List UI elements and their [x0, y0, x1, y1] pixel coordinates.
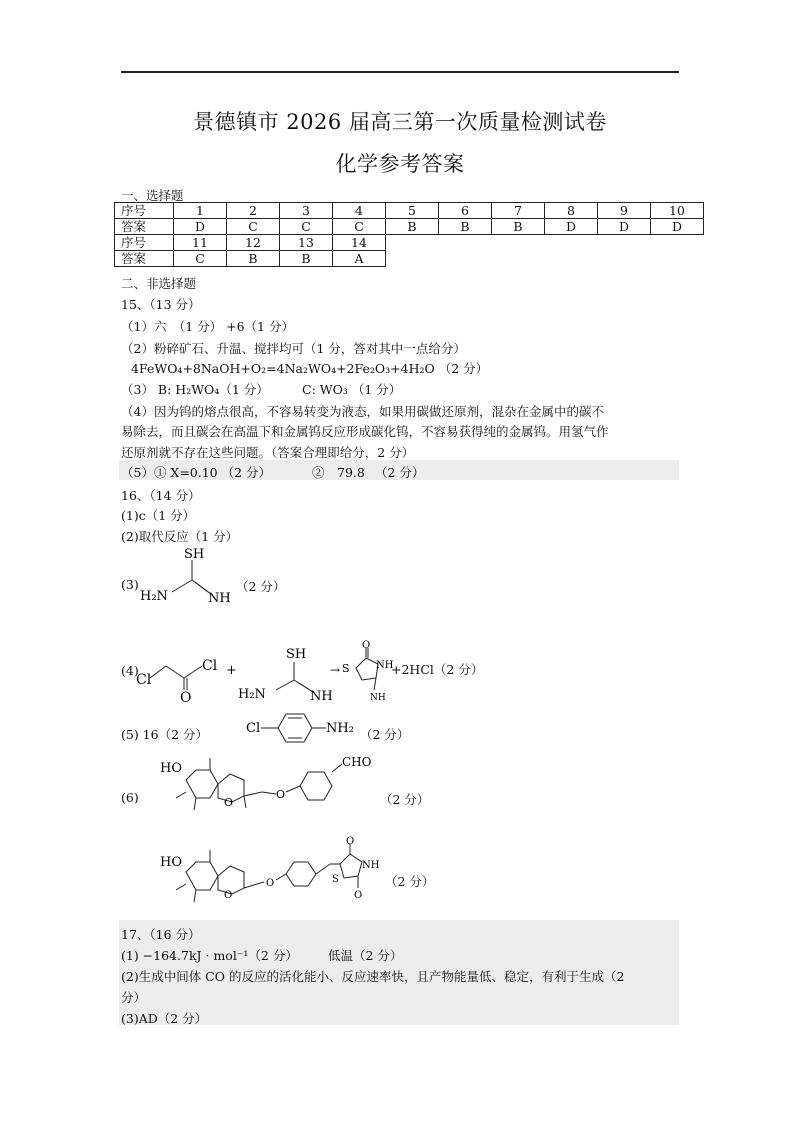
row-label: 序号 [115, 235, 174, 251]
cell: C [333, 219, 386, 235]
page-subtitle: 化学参考答案 [335, 152, 465, 176]
cell: D [174, 219, 227, 235]
q17-part2-line2: 分） [121, 990, 147, 1005]
q17-part1-b: 低温（2 分） [328, 948, 403, 963]
q16-part2: (2)取代反应（1 分） [121, 529, 239, 544]
q16-part3-score: （2 分） [236, 579, 286, 594]
tzd-o-top: O [346, 836, 355, 847]
nh-label-2: NH [310, 689, 333, 704]
cell: B [386, 219, 439, 235]
q17-part3: (3)AD（2 分） [121, 1011, 208, 1026]
q17-part2-line1: (2)生成中间体 CO 的反应的活化能小、反应速率快，且产物能量低、稳定，有利于生成（2 [121, 969, 625, 984]
cell: 3 [280, 203, 333, 219]
cell: A [333, 251, 386, 267]
cell: D [545, 219, 598, 235]
top-rule [121, 71, 679, 73]
cell: C [227, 219, 280, 235]
page-title: 景德镇市 2026 届高三第一次质量检测试卷 [193, 110, 607, 134]
q15-equation: 4FeWO₄+8NaOH+O₂=4Na₂WO₄+2Fe₂O₃+4H₂O （2 分） [131, 361, 489, 376]
ring-o: O [362, 640, 371, 651]
q15-part2: （2）粉碎矿石、升温、搅拌均可（1 分，答对其中一点给分） [121, 341, 466, 356]
section1-heading: 一、选择题 [121, 188, 184, 203]
tzd-s: S [332, 874, 339, 885]
row-label: 答案 [115, 219, 174, 235]
cl-label-right: Cl [202, 658, 218, 674]
thiourea-structure [136, 540, 246, 610]
cell: C [174, 251, 227, 267]
chloroaniline-structure [246, 708, 366, 748]
cell: 14 [333, 235, 386, 251]
table-row [115, 235, 704, 251]
cell: 11 [174, 235, 227, 251]
q17-part1-a: (1) −164.7kJ · mol⁻¹（2 分） [121, 948, 298, 963]
q15-part3-c: C: WO₃ （1 分） [302, 382, 402, 397]
q16-part6-label: (6) [121, 790, 139, 805]
cell: 13 [280, 235, 333, 251]
q16-part5-score: （2 分） [360, 727, 410, 742]
table-row [115, 203, 704, 219]
sh-label: SH [184, 547, 205, 562]
ether-o: O [276, 788, 286, 801]
ring-s: S [342, 662, 350, 675]
ring-nh: NH [376, 660, 394, 671]
table-row [115, 219, 704, 235]
nh-label: NH [208, 591, 231, 606]
cell: 7 [492, 203, 545, 219]
q15-part5-b: ② 79.8 （2 分） [312, 465, 425, 480]
q15-part4-line3: 还原剂就不存在这些问题。（答案合理即给分，2 分） [121, 445, 415, 460]
q16-part4-tail: +2HCl（2 分） [391, 662, 484, 677]
cell: B [227, 251, 280, 267]
cell: B [492, 219, 545, 235]
cell: B [439, 219, 492, 235]
cell: C [280, 219, 333, 235]
cell: 5 [386, 203, 439, 219]
q16-part5-label: (5) 16（2 分） [121, 727, 209, 742]
q15-part5-a: （5）① X=0.10 （2 分） [121, 465, 272, 480]
q16-part6-score1: （2 分） [380, 792, 430, 807]
q16-part6-score2: （2 分） [385, 874, 435, 889]
aldehyde-intermediate-structure [160, 752, 390, 842]
ho-label-2: HO [160, 855, 182, 870]
pyran-o-2: O [224, 890, 233, 901]
cell: 1 [174, 203, 227, 219]
table-row [115, 251, 704, 267]
tzd-nh: NH [362, 860, 380, 871]
cl-label-aniline: Cl [246, 721, 261, 736]
cell: 4 [333, 203, 386, 219]
nh2-label: NH₂ [326, 721, 354, 736]
sh-label-2: SH [286, 647, 307, 662]
q16-part1: (1)c（1 分） [121, 508, 196, 523]
ether-o-2: O [266, 878, 275, 889]
answer-table [114, 202, 704, 267]
q16-heading: 16、（14 分） [121, 488, 201, 503]
ho-label: HO [160, 761, 182, 776]
thiazolidinedione-product-structure [160, 836, 390, 916]
q15-part4-line2: 易除去，而且碳会在高温下和金属钨反应形成碳化钨，不容易获得纯的金属钨。用氢气作 [121, 424, 609, 439]
q15-part4-line1: （4）因为钨的熔点很高，不容易转变为液态，如果用碳做还原剂，混杂在金属中的碳不 [121, 404, 604, 419]
cell: 12 [227, 235, 280, 251]
cell: D [651, 219, 704, 235]
pyran-o: O [224, 796, 234, 809]
imine-nh: NH [370, 693, 386, 703]
cl-label-left: Cl [136, 672, 152, 688]
cho-label: CHO [342, 755, 372, 769]
q15-part1: （1）六 （1 分） +6（1 分） [121, 319, 294, 334]
carbonyl-o: O [180, 690, 192, 706]
tzd-o-bottom: O [354, 890, 363, 901]
q15-part3-b: （3） B: H₂WO₄（1 分） [121, 382, 269, 397]
row-label: 序号 [115, 203, 174, 219]
cell: 10 [651, 203, 704, 219]
h2n-label-2: H₂N [238, 687, 266, 702]
cell: 2 [227, 203, 280, 219]
cell: B [280, 251, 333, 267]
q17-heading: 17、（16 分） [121, 927, 201, 942]
section2-heading: 二、非选择题 [121, 276, 197, 291]
row-label: 答案 [115, 251, 174, 267]
q16-part4-label: (4) [121, 663, 139, 678]
plus-sign: + [226, 663, 237, 678]
q15-heading: 15、（13 分） [121, 297, 201, 312]
h2n-label: H₂N [140, 589, 168, 604]
cell: D [598, 219, 651, 235]
reaction-arrow: → [330, 663, 341, 677]
cell: 6 [439, 203, 492, 219]
q16-part3-label: (3) [121, 577, 139, 592]
cell: 8 [545, 203, 598, 219]
cell: 9 [598, 203, 651, 219]
